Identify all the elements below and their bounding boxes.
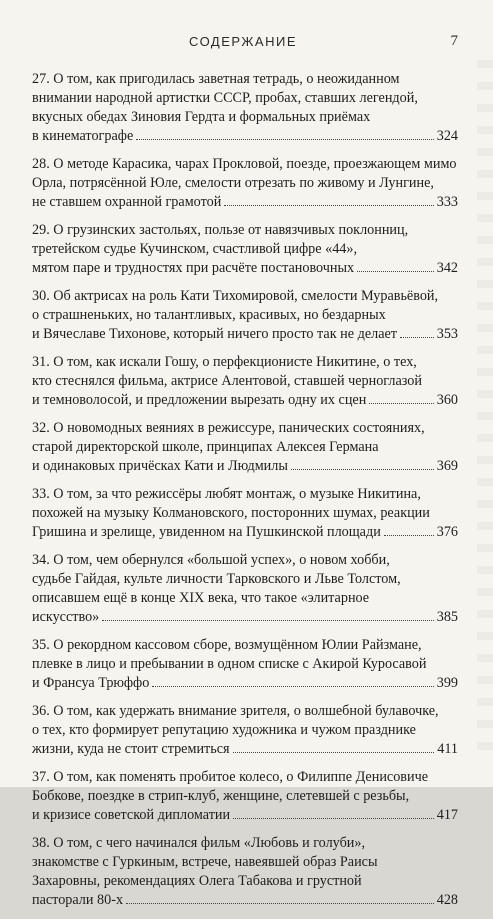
dot-leader xyxy=(357,270,434,272)
toc-page-number: 333 xyxy=(436,194,458,210)
toc-entry-text-line: искусство» xyxy=(32,609,100,625)
toc-entry-text-line: и кризисе советской дипломатии xyxy=(32,807,231,823)
toc-entry-text-line: 37. О том, как поменять пробитое колесо, о Филиппе Денисовиче xyxy=(32,769,429,785)
toc-page-number: 324 xyxy=(436,128,458,144)
toc-entry-text-line: не ставшем охранной грамотой xyxy=(32,194,222,210)
toc-page-number: 360 xyxy=(436,392,458,408)
dot-leader xyxy=(102,619,433,621)
toc-entry-text-line: Захаровны, рекомендациях Олега Табакова и грустной xyxy=(32,873,362,889)
toc-entry-text-line: вкусных обедах Зиновия Гердта и формальных приёмах xyxy=(32,109,371,125)
toc-entry-text-line: плевке в лицо и пребывании в одном списке с Акирой Куросавой xyxy=(32,656,427,672)
dot-leader xyxy=(136,138,433,140)
toc-page-number: 369 xyxy=(436,458,458,474)
toc-entry-text-line: 30. Об актрисах на роль Кати Тихомировой, смелости Муравьёвой, xyxy=(32,288,439,304)
toc-entry-text-line: похожей на музыку Колмановского, посторонних шумах, реакции xyxy=(32,505,430,521)
toc-entry-last-line xyxy=(32,457,458,476)
toc-entry xyxy=(32,768,458,825)
toc-page-number: 428 xyxy=(436,892,458,908)
toc-entry-last-line xyxy=(32,806,458,825)
toc-entry xyxy=(32,834,458,910)
toc-entry-text-line: и Франсуа Трюффо xyxy=(32,675,150,691)
toc-entry xyxy=(32,155,458,212)
toc-entry xyxy=(32,702,458,759)
toc-entry-text-line: Орла, потрясённой Юле, смелости отрезать по живому и Лунгине, xyxy=(32,175,434,191)
dot-leader xyxy=(400,336,434,338)
toc-entry-text-line: жизни, куда не стоит стремиться xyxy=(32,741,230,757)
toc-entry-text-line: Гришина и зрелище, увиденном на Пушкинской площади xyxy=(32,524,381,540)
toc-entry-text-line: внимании народной артистки СССР, пробах, ставших легендой, xyxy=(32,90,418,106)
toc-entry xyxy=(32,551,458,627)
toc-entry-text-line: и одинаковых причёсках Кати и Людмилы xyxy=(32,458,288,474)
toc-entry xyxy=(32,636,458,693)
dot-leader xyxy=(233,751,435,753)
dot-leader xyxy=(291,468,434,470)
toc-entry-text-line: 28. О методе Карасика, чарах Прокловой, поезде, проезжающем мимо xyxy=(32,156,457,172)
dot-leader xyxy=(384,534,434,536)
toc-entry-last-line xyxy=(32,193,458,212)
toc-entry-last-line xyxy=(32,325,458,344)
toc-entry-text-line: 33. О том, за что режиссёры любят монтаж, о музыке Никитина, xyxy=(32,486,421,502)
toc-entry-text-line: 32. О новомодных веяниях в режиссуре, панических состояниях, xyxy=(32,420,425,436)
dot-leader xyxy=(369,402,433,404)
toc-entry-last-line xyxy=(32,523,458,542)
toc-entry-text-line: 35. О рекордном кассовом сборе, возмущённом Юлии Райзмане, xyxy=(32,637,422,653)
dot-leader xyxy=(233,817,434,819)
toc-page-number: 353 xyxy=(436,326,458,342)
toc-entry-text-line: третейском судье Кучинском, счастливой цифре «44», xyxy=(32,241,358,257)
toc-entry-text-line: старой директорской школе, принципах Алексея Германа xyxy=(32,439,379,455)
toc-page-number: 376 xyxy=(436,524,458,540)
running-title: СОДЕРЖАНИЕ xyxy=(188,34,297,49)
toc-entry-last-line xyxy=(32,259,458,278)
toc-entry-text-line: 31. О том, как искали Гошу, о перфекционисте Никитине, о тех, xyxy=(32,354,417,370)
dot-leader xyxy=(152,685,433,687)
toc-entry xyxy=(32,485,458,542)
toc-entry-text-line: пасторали 80-х xyxy=(32,892,124,908)
toc-entry-text-line: мятом паре и трудностях при расчёте постановочных xyxy=(32,260,355,276)
toc-entry-text-line: 29. О грузинских застольях, пользе от навязчивых поклонниц, xyxy=(32,222,409,238)
toc-page-number: 399 xyxy=(436,675,458,691)
toc-entry-last-line xyxy=(32,740,458,759)
toc-entry xyxy=(32,419,458,476)
toc-entry xyxy=(32,70,458,146)
toc-entry xyxy=(32,221,458,278)
toc-entry-last-line xyxy=(32,891,458,910)
toc-entry-text-line: 38. О том, с чего начинался фильм «Любовь и голуби», xyxy=(32,835,366,851)
toc-entry-text-line: в кинематографе xyxy=(32,128,134,144)
toc-page-number: 342 xyxy=(436,260,458,276)
toc-entry-last-line xyxy=(32,127,458,146)
toc-entry-text-line: знакомстве с Гуркиным, встрече, навеявшей образ Раисы xyxy=(32,854,378,870)
toc-entry-text-line: о тех, кто формирует репутацию художника и чужом празднике xyxy=(32,722,416,738)
toc-entry-last-line xyxy=(32,674,458,693)
toc-entry-text-line: о страшненьких, но талантливых, красивых, но бездарных xyxy=(32,307,386,323)
dot-leader xyxy=(126,902,434,904)
toc-entry xyxy=(32,287,458,344)
toc-entry-text-line: 34. О том, чем обернулся «большой успех», о новом хобби, xyxy=(32,552,390,568)
toc-entry-text-line: описавшем ещё в конце XIX века, что такое «элитарное xyxy=(32,590,370,606)
toc-page-number: 385 xyxy=(436,609,458,625)
show-through-texture xyxy=(477,60,493,760)
dot-leader xyxy=(224,204,433,206)
page-number: 7 xyxy=(450,33,458,49)
toc-entry-text-line: и Вячеславе Тихонове, который ничего просто так не делает xyxy=(32,326,397,342)
toc-entry-last-line xyxy=(32,391,458,410)
toc-entry-text-line: судьбе Гайдая, культе личности Тарковского и Льве Толстом, xyxy=(32,571,401,587)
table-of-contents xyxy=(32,70,458,919)
toc-entry-text-line: 27. О том, как пригодилась заветная тетрадь, о неожиданном xyxy=(32,71,400,87)
toc-entry-text-line: и темноволосой, и предложении вырезать одну их сцен xyxy=(32,392,367,408)
toc-entry-text-line: Бобкове, поездке в стрип-клуб, женщине, слетевшей с резьбы, xyxy=(32,788,410,804)
toc-entry xyxy=(32,353,458,410)
toc-entry-last-line xyxy=(32,608,458,627)
toc-page-number: 417 xyxy=(436,807,458,823)
toc-page-number: 411 xyxy=(437,741,458,757)
toc-entry-text-line: кто стеснялся фильма, актрисе Алентовой, ставшей черноглазой xyxy=(32,373,422,389)
running-header xyxy=(28,34,458,52)
toc-entry-text-line: 36. О том, как удержать внимание зрителя, о волшебной булавочке, xyxy=(32,703,439,719)
